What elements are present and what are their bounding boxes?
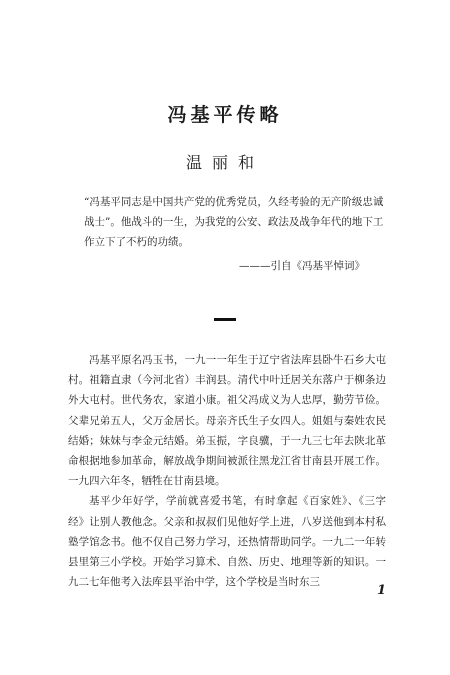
author-name: 温丽和 (185, 153, 264, 172)
paragraph: 冯基平原名冯玉书，一九一一年生于辽宁省法库县卧牛石乡大屯村。祖籍直隶（今河北省）丰润县。清代中叶迁居关东落户于柳条边外大屯村。世代务农，家道小康。祖父冯成义为人忠厚，勤劳节俭。父辈兄弟五人，父万金居长。母亲齐氏生子女四人。姐姐与秦姓农民结婚；妹妹与李金元结婚。弟玉振，字良骥，于一九三七年去陕北革命根据地参加革命，解放战争期间被派往黑龙江省甘南县开展工作。一九四六年冬，牺牲在甘南县境。 (68, 354, 386, 488)
epigraph-source: ———引自《冯基平悼词》 (239, 260, 365, 272)
article-title: 冯基平传略 (167, 104, 283, 126)
section-number-mark (214, 318, 236, 321)
paragraph: 基平少年好学，学前就喜爱书笔，有时拿起《百家姓》、《三字经》让别人教他念。父亲和叔叔们见他好学上进，八岁送他到本村私塾学馆念书。他不仅自己努力学习，还热情帮助同学。一九二一年转县里第三小学校。开始学习算术、自然、历史、地理等新的知识。一九二七年他考入法库县平治中学，这个学校是当时东三 (68, 495, 386, 589)
epigraph-quote (84, 192, 384, 252)
body-text (68, 350, 386, 592)
epigraph-text: “冯基平同志是中国共产党的优秀党员，久经考验的无产阶级忠诚战士”。他战斗的一生，为我党的公安、政法及战争年代的地下工作立下了不朽的功绩。 (84, 196, 384, 248)
page-number: 1 (377, 583, 387, 598)
